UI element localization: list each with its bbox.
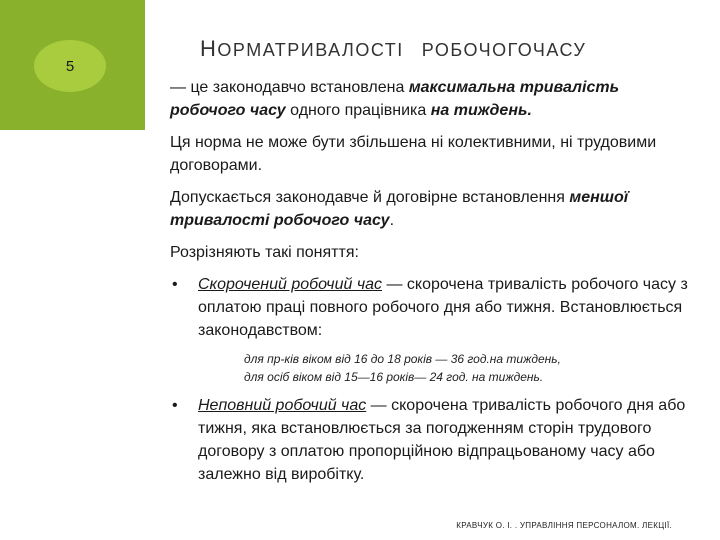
slide-body — [170, 76, 690, 492]
bullet-icon: • — [172, 397, 178, 414]
title-word-2: РОБОЧОГОЧАСУ — [421, 40, 587, 60]
concept-list — [170, 273, 690, 486]
bullet-icon: • — [172, 276, 178, 293]
list-item: • Скорочений робочий час — скорочена тривалість робочого часу з оплатою праці повного робочого дня або тижня. Встановлюється законодавством: для пр-ків віком від 16 до 18 років — 36 год.на тиждень, для осіб віком від 15—16 років— 24 год. на тиждень. — [170, 273, 690, 386]
emphasis-text: максимальна тривалість робочого часу — [170, 79, 620, 119]
emphasis-text: на тиждень. — [430, 102, 532, 119]
paragraph-concepts: Розрізняють такі поняття: — [170, 244, 359, 261]
definition-paragraph: — це законодавчо встановлена максимальна тривалість робочого часу одного працівника на тиждень. — [170, 79, 620, 119]
note-line: для пр-ків віком від 16 до 18 років — 36 год.на тиждень, — [244, 352, 561, 366]
paragraph-reduced: Допускається законодавче й договірне встановлення меншої тривалості робочого часу. — [170, 189, 629, 229]
title-initial: Н — [200, 36, 218, 61]
note-line: для осіб віком від 15—16 років— 24 год. на тиждень. — [244, 370, 544, 384]
title-word-1: ОРМАТРИВАЛОСТІ — [217, 40, 404, 60]
term-part-time: Неповний робочий час — [198, 397, 367, 414]
footer-credit: КРАВЧУК О. І. . УПРАВЛІННЯ ПЕРСОНАЛОМ. ЛЕКЦІЇ. — [456, 521, 672, 530]
paragraph-norm: Ця норма не може бути збільшена ні колективними, ні трудовими договорами. — [170, 134, 657, 174]
note-block — [244, 350, 690, 386]
slide-number: 5 — [34, 40, 106, 92]
list-item: • Неповний робочий час — скорочена тривалість робочого дня або тижня, яка встановлюється за погодженням сторін трудового договору з оплатою пропорційною відпрацьованому часу або залежно від виробітку. — [170, 394, 690, 486]
slide-title — [200, 36, 586, 62]
emphasis-text: меншої тривалості робочого часу — [170, 189, 629, 229]
term-shortened-time: Скорочений робочий час — [198, 276, 382, 293]
